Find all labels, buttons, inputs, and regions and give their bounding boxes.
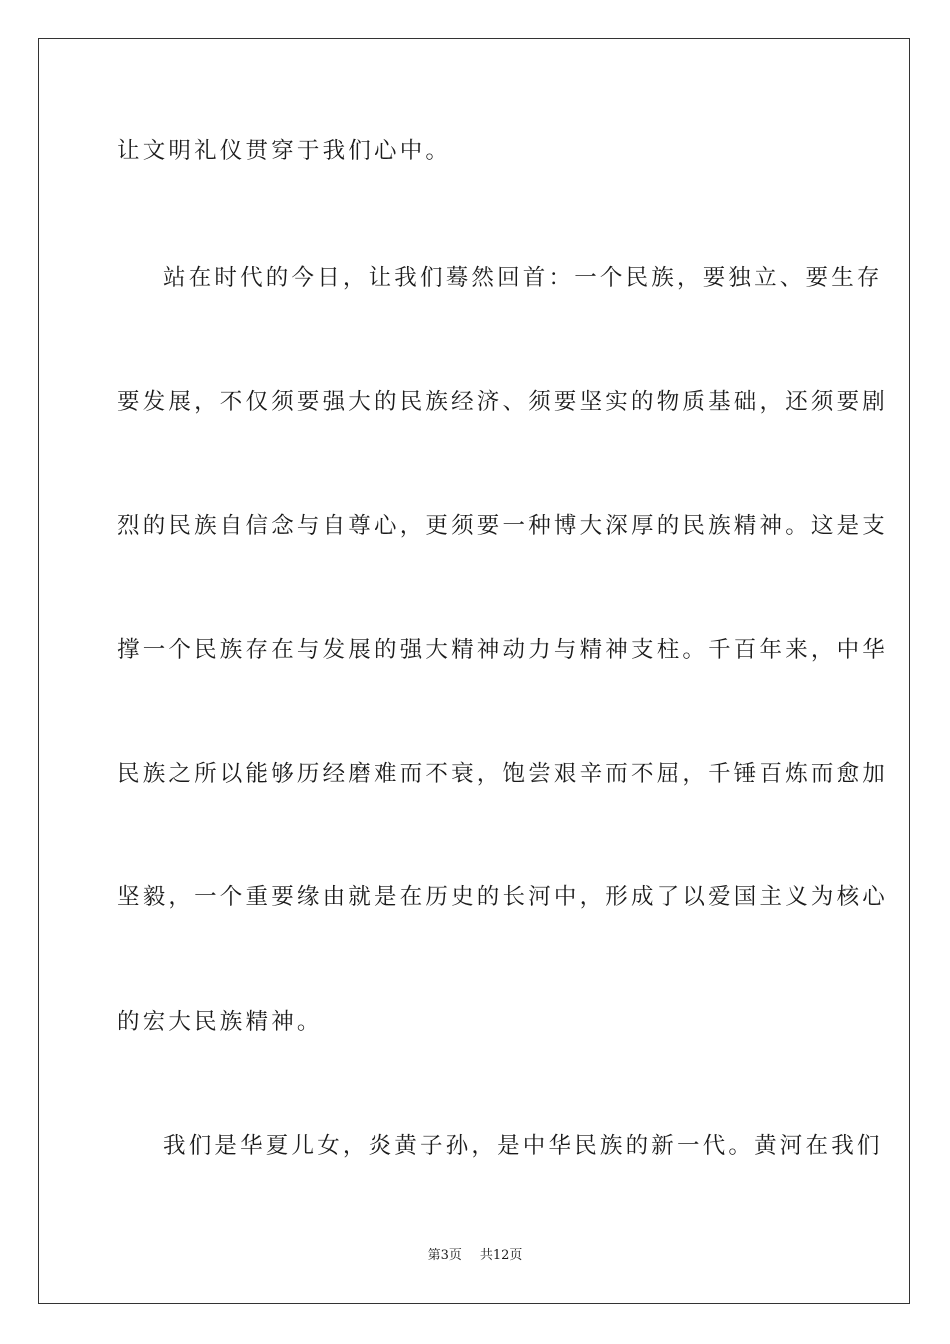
text-line: 撑一个民族存在与发展的强大精神动力与精神支柱。千百年来，中华 <box>117 637 889 663</box>
page-number: 第3页 <box>427 1248 462 1263</box>
text-line: 的宏大民族精神。 <box>117 1009 323 1035</box>
text-line: 站在时代的今日，让我们蓦然回首：一个民族，要独立、要生存 <box>163 265 883 291</box>
text-line: 民族之所以能够历经磨难而不衰，饱尝艰辛而不屈，千锤百炼而愈加 <box>117 761 889 787</box>
page-footer <box>0 1246 950 1266</box>
text-line: 坚毅，一个重要缘由就是在历史的长河中，形成了以爱国主义为核心 <box>117 884 889 910</box>
text-line: 我们是华夏儿女，炎黄子孙，是中华民族的新一代。黄河在我们 <box>163 1133 883 1159</box>
page-border <box>38 38 910 1304</box>
text-line: 烈的民族自信念与自尊心，更须要一种博大深厚的民族精神。这是支 <box>117 513 889 539</box>
text-line: 让文明礼仪贯穿于我们心中。 <box>117 138 452 164</box>
text-line: 要发展，不仅须要强大的民族经济、须要坚实的物质基础，还须要剧 <box>117 389 889 415</box>
page-total: 共12页 <box>479 1248 523 1263</box>
